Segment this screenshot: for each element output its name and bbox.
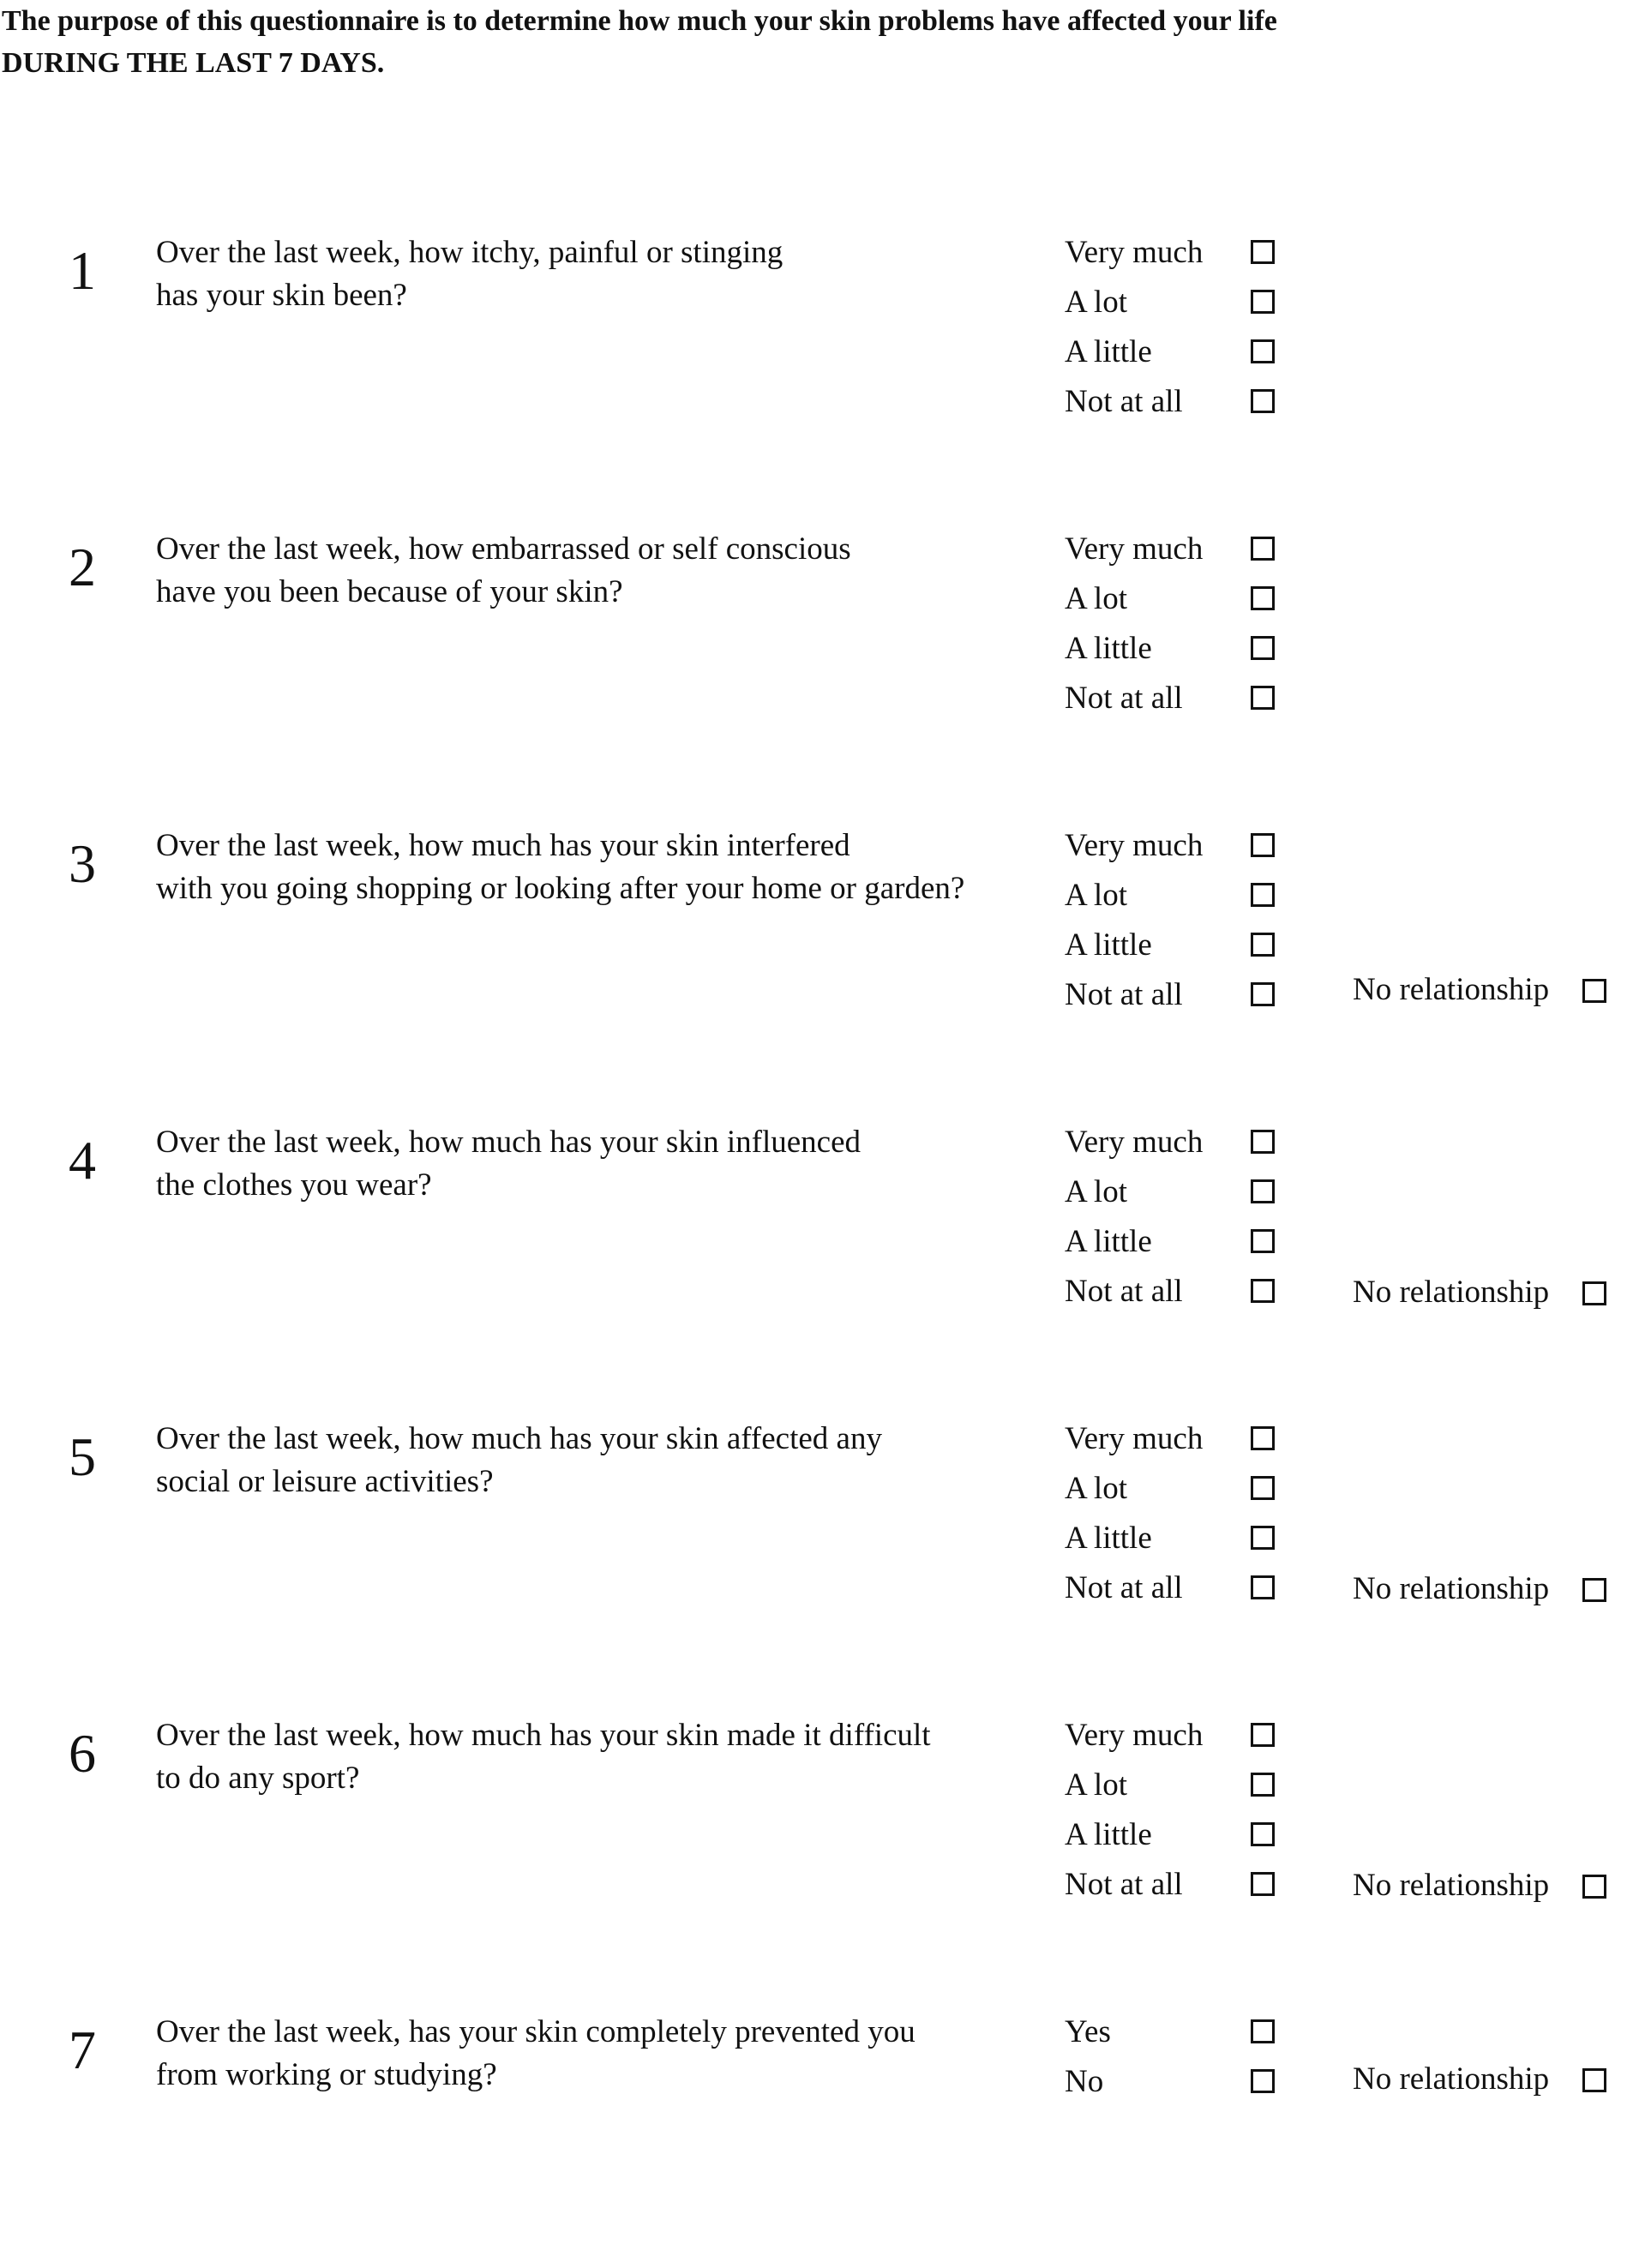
question-text-line: Over the last week, how much has your skin interfered: [156, 828, 850, 863]
no-relationship-checkbox[interactable]: [1582, 1281, 1606, 1305]
question-6: [0, 1714, 1627, 1971]
question-text: [156, 231, 1013, 317]
answer-option[interactable]: [1065, 1764, 1288, 1807]
answer-checkbox[interactable]: [1251, 686, 1275, 710]
question-text: [156, 1121, 1013, 1207]
question-text-line: Over the last week, has your skin completely prevented you: [156, 2014, 916, 2049]
question-5: [0, 1418, 1627, 1675]
no-relationship-option[interactable]: [1353, 1568, 1610, 1611]
question-text-line: to do any sport?: [156, 1761, 360, 1796]
answer-option-label: Very much: [1065, 1718, 1204, 1753]
no-relationship-checkbox[interactable]: [1582, 2068, 1606, 2092]
answer-option-label: A lot: [1065, 1471, 1127, 1506]
answer-option[interactable]: [1065, 1171, 1288, 1214]
answer-checkbox[interactable]: [1251, 883, 1275, 907]
answer-checkbox[interactable]: [1251, 537, 1275, 561]
no-relationship-option[interactable]: [1353, 969, 1610, 1011]
answer-option[interactable]: [1065, 1467, 1288, 1510]
question-text-line: Over the last week, how itchy, painful or stinging: [156, 235, 783, 270]
answer-option-label: A little: [1065, 631, 1152, 666]
answer-checkbox[interactable]: [1251, 636, 1275, 660]
question-text: [156, 1418, 1013, 1503]
question-2: [0, 528, 1627, 785]
answer-option[interactable]: [1065, 2011, 1288, 2054]
no-relationship-checkbox[interactable]: [1582, 979, 1606, 1003]
no-relationship-label: No relationship: [1353, 1275, 1550, 1310]
no-relationship-label: No relationship: [1353, 1571, 1550, 1606]
question-text-line: Over the last week, how embarrassed or self conscious: [156, 531, 851, 567]
question-number: 7: [69, 2019, 96, 2080]
answer-checkbox[interactable]: [1251, 1476, 1275, 1500]
answer-checkbox[interactable]: [1251, 1526, 1275, 1550]
answer-option-label: A little: [1065, 927, 1152, 963]
answer-option-label: No: [1065, 2064, 1104, 2099]
no-relationship-option[interactable]: [1353, 1864, 1610, 1907]
answer-option-label: Very much: [1065, 531, 1204, 567]
answer-checkbox[interactable]: [1251, 1130, 1275, 1154]
answer-checkbox[interactable]: [1251, 2019, 1275, 2043]
answer-option-label: A lot: [1065, 285, 1127, 320]
intro-line-2: DURING THE LAST 7 DAYS.: [2, 47, 385, 79]
answer-option[interactable]: [1065, 974, 1288, 1017]
question-text-line: Over the last week, how much has your skin made it difficult: [156, 1718, 931, 1753]
answer-option[interactable]: [1065, 1714, 1288, 1757]
answer-checkbox[interactable]: [1251, 982, 1275, 1006]
answer-option-label: A lot: [1065, 878, 1127, 913]
question-3: [0, 825, 1627, 1082]
answer-checkbox[interactable]: [1251, 1575, 1275, 1599]
answer-option[interactable]: [1065, 578, 1288, 621]
answer-option[interactable]: [1065, 1567, 1288, 1610]
answer-option-label: Not at all: [1065, 1867, 1183, 1902]
question-text: [156, 825, 1013, 910]
question-7: [0, 2011, 1627, 2268]
answer-option-label: Not at all: [1065, 1274, 1183, 1309]
question-text-line: Over the last week, how much has your skin affected any: [156, 1421, 882, 1456]
answer-option[interactable]: [1065, 1221, 1288, 1263]
no-relationship-checkbox[interactable]: [1582, 1578, 1606, 1602]
question-number: 2: [69, 537, 96, 597]
question-number: 5: [69, 1426, 96, 1487]
question-number: 4: [69, 1130, 96, 1191]
question-text-line: have you been because of your skin?: [156, 574, 623, 609]
answer-option[interactable]: [1065, 1517, 1288, 1560]
answer-option[interactable]: [1065, 1270, 1288, 1313]
answer-option[interactable]: [1065, 825, 1288, 867]
answer-option[interactable]: [1065, 1418, 1288, 1461]
question-number: 6: [69, 1723, 96, 1784]
answer-checkbox[interactable]: [1251, 586, 1275, 610]
answer-option-label: Not at all: [1065, 977, 1183, 1012]
question-text: [156, 2011, 1013, 2097]
question-text-line: social or leisure activities?: [156, 1464, 494, 1499]
question-number: 3: [69, 833, 96, 894]
answer-checkbox[interactable]: [1251, 1179, 1275, 1203]
answer-checkbox[interactable]: [1251, 1773, 1275, 1797]
question-text-line: from working or studying?: [156, 2057, 497, 2092]
answer-option-label: A lot: [1065, 581, 1127, 616]
answer-option[interactable]: [1065, 1121, 1288, 1164]
answer-option-label: A little: [1065, 1817, 1152, 1852]
no-relationship-checkbox[interactable]: [1582, 1875, 1606, 1899]
answer-option[interactable]: [1065, 2061, 1288, 2103]
no-relationship-option[interactable]: [1353, 2058, 1610, 2101]
question-text-line: has your skin been?: [156, 278, 407, 313]
answer-option-label: Not at all: [1065, 384, 1183, 419]
answer-option[interactable]: [1065, 874, 1288, 917]
answer-checkbox[interactable]: [1251, 833, 1275, 857]
answer-checkbox[interactable]: [1251, 240, 1275, 264]
answer-option[interactable]: [1065, 924, 1288, 967]
answer-checkbox[interactable]: [1251, 1426, 1275, 1450]
questionnaire-intro: [2, 0, 1545, 84]
no-relationship-label: No relationship: [1353, 972, 1550, 1007]
answer-option-label: Very much: [1065, 1421, 1204, 1456]
question-4: [0, 1121, 1627, 1378]
no-relationship-label: No relationship: [1353, 1868, 1550, 1903]
answer-option-label: A lot: [1065, 1767, 1127, 1803]
answer-option-label: A lot: [1065, 1174, 1127, 1209]
question-text: [156, 528, 1013, 614]
answer-checkbox[interactable]: [1251, 339, 1275, 363]
answer-option-label: A little: [1065, 1224, 1152, 1259]
answer-option[interactable]: [1065, 528, 1288, 571]
question-1: [0, 231, 1627, 489]
answer-option[interactable]: [1065, 677, 1288, 720]
question-text: [156, 1714, 1013, 1800]
answer-checkbox[interactable]: [1251, 1229, 1275, 1253]
intro-line-1: The purpose of this questionnaire is to determine how much your skin problems have affected your life: [2, 5, 1277, 37]
answer-option-label: Very much: [1065, 828, 1204, 863]
answer-option-label: Not at all: [1065, 681, 1183, 716]
answer-option-label: Very much: [1065, 235, 1204, 270]
answer-checkbox[interactable]: [1251, 933, 1275, 957]
answer-option-label: A little: [1065, 334, 1152, 369]
answer-option[interactable]: [1065, 331, 1288, 374]
question-text-line: Over the last week, how much has your skin influenced: [156, 1125, 862, 1160]
question-text-line: the clothes you wear?: [156, 1167, 432, 1203]
no-relationship-label: No relationship: [1353, 2061, 1550, 2097]
answer-option-label: A little: [1065, 1521, 1152, 1556]
answer-option-label: Very much: [1065, 1125, 1204, 1160]
answer-checkbox[interactable]: [1251, 1723, 1275, 1747]
answer-option-label: Not at all: [1065, 1570, 1183, 1605]
answer-option[interactable]: [1065, 381, 1288, 423]
answer-option[interactable]: [1065, 281, 1288, 324]
answer-option[interactable]: [1065, 627, 1288, 670]
answer-checkbox[interactable]: [1251, 1279, 1275, 1303]
answer-option-label: Yes: [1065, 2014, 1111, 2049]
no-relationship-option[interactable]: [1353, 1271, 1610, 1314]
question-text-line: with you going shopping or looking after your home or garden?: [156, 871, 965, 906]
answer-checkbox[interactable]: [1251, 1822, 1275, 1846]
answer-checkbox[interactable]: [1251, 290, 1275, 314]
answer-option[interactable]: [1065, 231, 1288, 274]
answer-option[interactable]: [1065, 1863, 1288, 1906]
answer-checkbox[interactable]: [1251, 1872, 1275, 1896]
answer-checkbox[interactable]: [1251, 2069, 1275, 2093]
answer-option[interactable]: [1065, 1814, 1288, 1857]
question-number: 1: [69, 240, 96, 301]
answer-checkbox[interactable]: [1251, 389, 1275, 413]
